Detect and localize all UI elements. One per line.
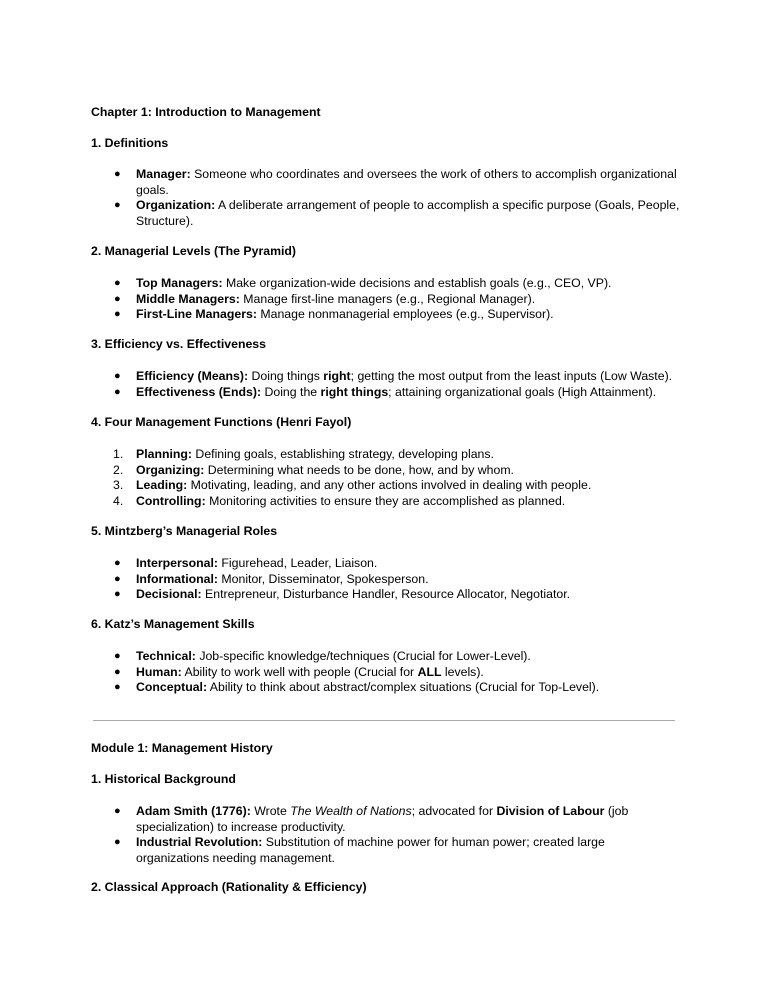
list-item — [114, 368, 681, 384]
term: First-Line Managers: — [136, 307, 257, 321]
chapter-title: Chapter 1: Introduction to Management — [91, 105, 321, 119]
bullet-icon: ● — [114, 199, 121, 211]
bullet-icon: ● — [114, 681, 121, 693]
definition: A deliberate arrangement of people to accomplish a specific purpose (Goals, People, Structure). — [136, 198, 680, 228]
list-item — [114, 384, 681, 400]
emphasis: right — [323, 369, 351, 383]
text-run: (job specialization) to increase productivity. — [136, 804, 629, 834]
emphasis: right things — [320, 385, 389, 399]
emphasis: ALL — [417, 665, 442, 679]
bullet-icon: ● — [114, 805, 121, 817]
list-item — [114, 275, 681, 291]
bullet-icon: ● — [114, 650, 121, 662]
list-item — [113, 446, 681, 462]
term: Middle Managers: — [136, 292, 240, 306]
term: Efficiency (Means): — [136, 369, 249, 383]
text-run: Wrote — [250, 804, 291, 818]
term: Top Managers: — [136, 276, 223, 290]
emphasis: Division of Labour — [496, 804, 605, 818]
definition: Monitoring activities to ensure they are accomplished as planned. — [205, 494, 566, 508]
definition: Ability to think about abstract/complex situations (Crucial for Top-Level). — [207, 680, 600, 694]
bullet-icon: ● — [114, 836, 121, 848]
definition: Make organization-wide decisions and establish goals (e.g., CEO, VP). — [222, 276, 612, 290]
term: Organizing: — [136, 463, 205, 477]
definition: Determining what needs to be done, how, and by whom. — [204, 463, 514, 477]
section-heading-functions: 4. Four Management Functions (Henri Fayol) — [91, 415, 352, 429]
definition: Someone who coordinates and oversees the work of others to accomplish organizational goals. — [136, 167, 677, 197]
bullet-icon: ● — [114, 293, 121, 305]
definition: Job-specific knowledge/techniques (Crucial for Lower-Level). — [195, 649, 531, 663]
list-item — [114, 291, 681, 307]
list-number: 4. — [113, 494, 124, 508]
list-item — [114, 197, 681, 229]
term: Decisional: — [136, 587, 202, 601]
bullet-icon: ● — [114, 386, 121, 398]
term: Conceptual: — [136, 680, 208, 694]
bullet-icon: ● — [114, 573, 121, 585]
definition: Monitor, Disseminator, Spokesperson. — [217, 572, 429, 586]
term: Technical: — [136, 649, 196, 663]
list-number: 3. — [113, 478, 124, 492]
section-heading-roles: 5. Mintzberg’s Managerial Roles — [91, 524, 278, 538]
section-heading-efficiency: 3. Efficiency vs. Effectiveness — [91, 337, 266, 351]
text-run: Doing the — [261, 385, 321, 399]
section-heading-levels: 2. Managerial Levels (The Pyramid) — [91, 244, 297, 258]
list-item — [113, 477, 681, 493]
bullet-icon: ● — [114, 370, 121, 382]
list-number: 2. — [113, 463, 124, 477]
section-heading-skills: 6. Katz’s Management Skills — [91, 617, 255, 631]
bullet-icon: ● — [114, 277, 121, 289]
list-item — [113, 493, 681, 509]
term: Controlling: — [136, 494, 206, 508]
bullet-icon: ● — [114, 168, 121, 180]
term: Leading: — [136, 478, 188, 492]
list-number: 1. — [113, 447, 124, 461]
definition: Manage nonmanagerial employees (e.g., Supervisor). — [256, 307, 554, 321]
term: Informational: — [136, 572, 218, 586]
list-item — [114, 571, 681, 587]
term: Effectiveness (Ends): — [136, 385, 262, 399]
bullet-icon: ● — [114, 308, 121, 320]
book-title: The Wealth of Nations — [290, 804, 412, 818]
term: Planning: — [136, 447, 193, 461]
list-item — [114, 803, 681, 835]
module-title: Module 1: Management History — [91, 741, 273, 755]
horizontal-divider — [93, 720, 675, 721]
list-item — [114, 648, 681, 664]
term: Adam Smith (1776): — [136, 804, 251, 818]
term: Organization: — [136, 198, 216, 212]
definition: Entrepreneur, Disturbance Handler, Resource Allocator, Negotiator. — [201, 587, 571, 601]
term: Industrial Revolution: — [136, 835, 263, 849]
list-item — [114, 664, 681, 680]
bullet-icon: ● — [114, 557, 121, 569]
list-item — [114, 679, 681, 695]
list-item — [114, 166, 681, 198]
definition: Defining goals, establishing strategy, developing plans. — [192, 447, 494, 461]
section-heading-classical: 2. Classical Approach (Rationality & Efficiency) — [91, 880, 367, 894]
text-run: Doing things — [248, 369, 324, 383]
list-item — [114, 586, 681, 602]
definition: Manage first-line managers (e.g., Regional Manager). — [239, 292, 536, 306]
text-run: ; advocated for — [411, 804, 497, 818]
list-item — [114, 555, 681, 571]
definition: Motivating, leading, and any other actions involved in dealing with people. — [187, 478, 592, 492]
text-run: ; attaining organizational goals (High Attainment). — [388, 385, 657, 399]
section-heading-historical: 1. Historical Background — [91, 772, 236, 786]
definition: Figurehead, Leader, Liaison. — [218, 556, 378, 570]
bullet-icon: ● — [114, 588, 121, 600]
section-heading-definitions: 1. Definitions — [91, 136, 169, 150]
list-item — [114, 834, 681, 866]
term: Manager: — [136, 167, 191, 181]
list-item — [114, 306, 681, 322]
list-item — [113, 462, 681, 478]
text-run: Ability to work well with people (Crucial for — [181, 665, 418, 679]
term: Human: — [136, 665, 182, 679]
text-run: levels). — [441, 665, 484, 679]
definition: Substitution of machine power for human power; created large organizations needing management. — [136, 835, 605, 865]
text-run: ; getting the most output from the least inputs (Low Waste). — [350, 369, 673, 383]
bullet-icon: ● — [114, 666, 121, 678]
term: Interpersonal: — [136, 556, 218, 570]
